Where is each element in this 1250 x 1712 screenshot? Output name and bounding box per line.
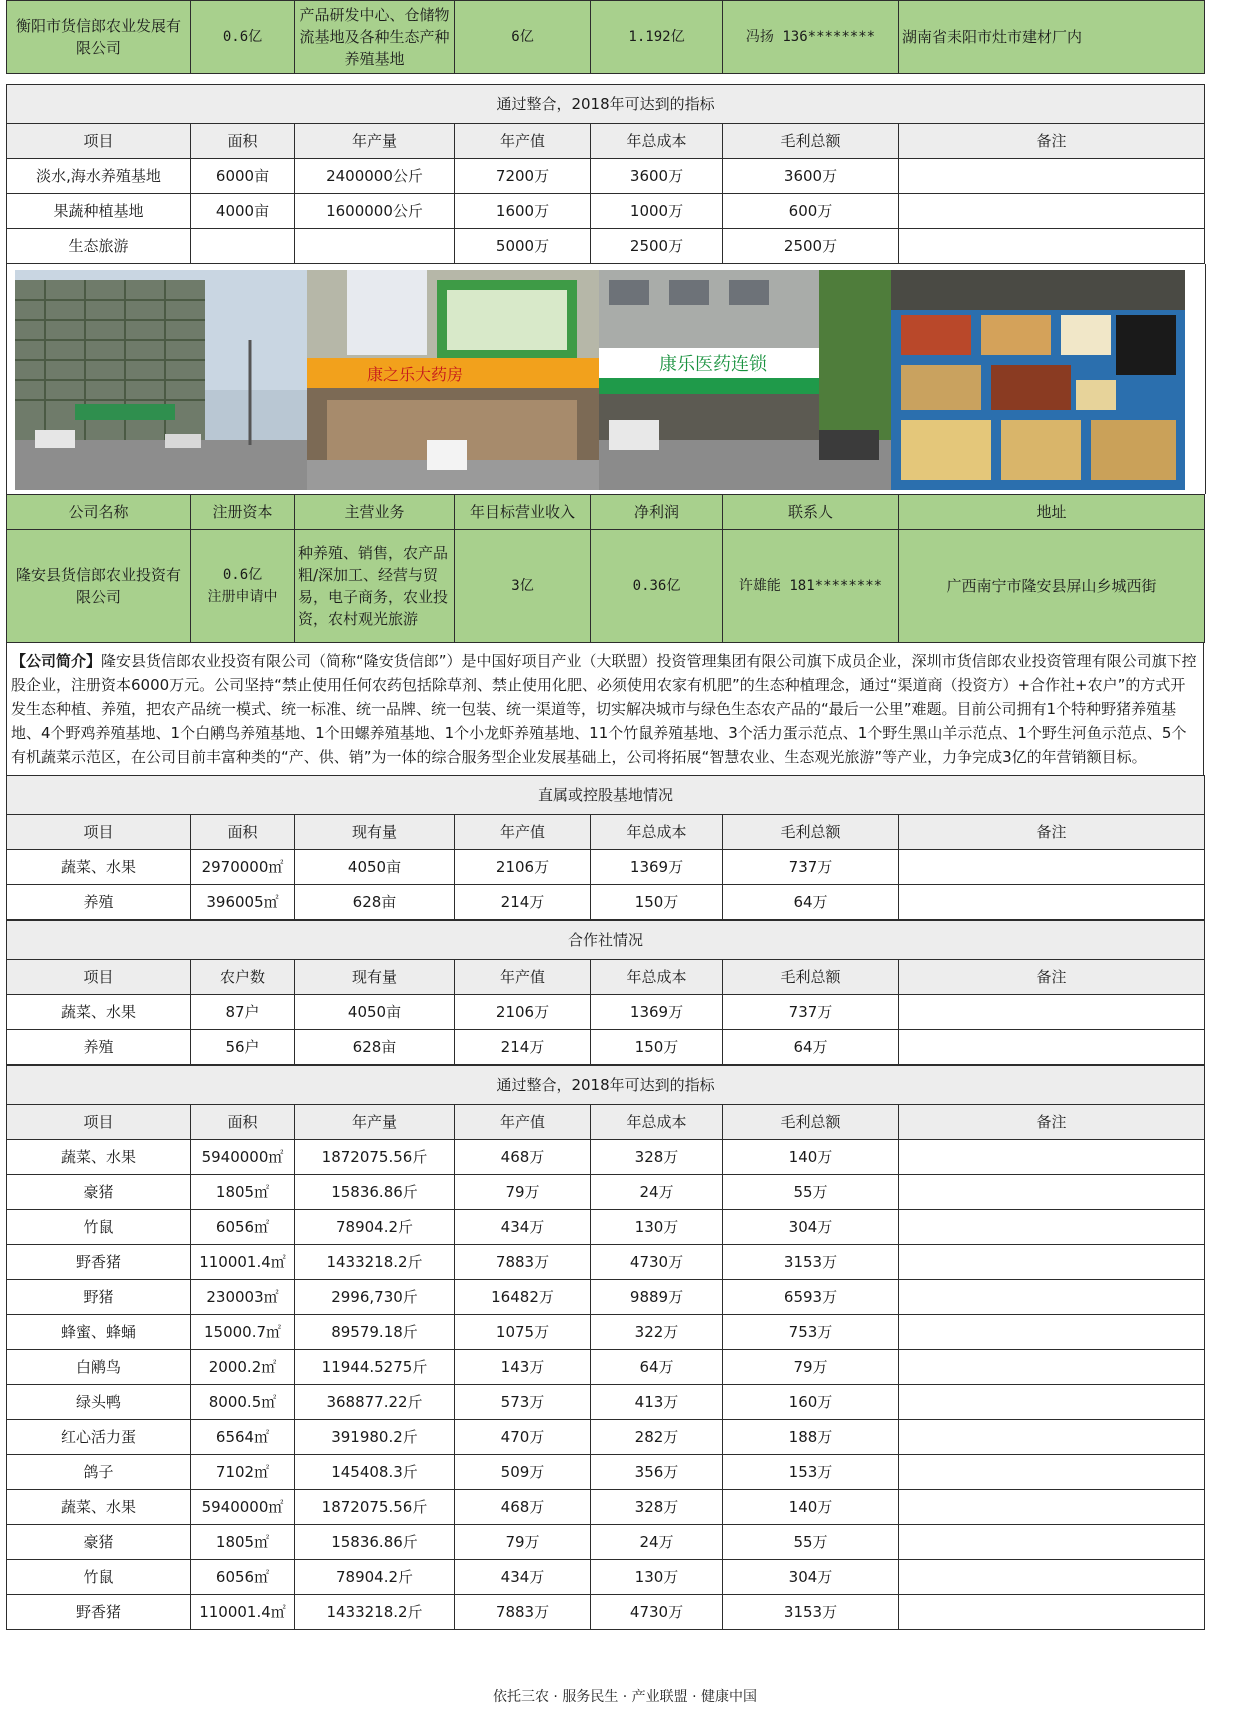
table-cell: 1872075.56斤 [295, 1140, 455, 1175]
table-cell [899, 1140, 1205, 1175]
table-row [7, 1245, 1205, 1280]
table-row [7, 1315, 1205, 1350]
column-header: 年产值 [455, 124, 591, 159]
company2-row [7, 530, 1205, 643]
column-header: 面积 [191, 815, 295, 850]
table-cell: 24万 [591, 1525, 723, 1560]
table-cell: 1433218.2斤 [295, 1595, 455, 1630]
table-cell: 130万 [591, 1210, 723, 1245]
table-cell [899, 1525, 1205, 1560]
table-body [7, 850, 1205, 920]
table-row [7, 1280, 1205, 1315]
column-header: 备注 [899, 124, 1205, 159]
table-cell: 282万 [591, 1420, 723, 1455]
pharmacy-sign-2: 康乐医药连锁 [659, 354, 767, 375]
table-cell: 6564㎡ [191, 1420, 295, 1455]
table-cell: 11944.5275斤 [295, 1350, 455, 1385]
column-header: 年总成本 [591, 124, 723, 159]
table-title: 通过整合，2018年可达到的指标 [7, 1066, 1205, 1105]
table-cell [899, 1210, 1205, 1245]
table-cell [899, 1350, 1205, 1385]
table-row [7, 1385, 1205, 1420]
column-header: 公司名称 [7, 495, 191, 530]
table-cell: 16482万 [455, 1280, 591, 1315]
table-title: 直属或控股基地情况 [7, 776, 1205, 815]
table-cell: 3600万 [591, 159, 723, 194]
address-cell: 湖南省耒阳市灶市建材厂内 [899, 1, 1205, 74]
table-cell: 753万 [723, 1315, 899, 1350]
dried-goods-photo-image [891, 270, 1185, 490]
table-cell: 600万 [723, 194, 899, 229]
table-cell: 竹鼠 [7, 1560, 191, 1595]
table-cell: 356万 [591, 1455, 723, 1490]
table-cell: 391980.2斤 [295, 1420, 455, 1455]
pharmacy-photo-2-image [599, 270, 891, 490]
column-header: 现有量 [295, 815, 455, 850]
table-cell: 1805㎡ [191, 1525, 295, 1560]
capital-cell [191, 530, 295, 643]
table-cell: 8000.5㎡ [191, 1385, 295, 1420]
document-page [6, 0, 1244, 1630]
targets-table-1 [6, 84, 1205, 264]
intro-text: 隆安县货信郎农业投资有限公司（简称“隆安货信郎”）是中国好项目产业（大联盟）投资管理集团有限公司旗下成员企业，深圳市货信郎农业投资管理有限公司旗下控股企业，注册资本6000万元。公司坚持“禁止使用任何农药包括除草剂、禁止使用化肥、必须使用农家有机肥”的生态种植理念，通过“渠道商（投资方）+合作社+农户”的方式开发生态种植、养殖，把农产品统一模式、统一标准、统一品牌、统一包装、统一渠道等，切实解决城市与绿色生态农产品的“最后一公里”难题。目前公司拥有1个特种野猪养殖基地、4个野鸡养殖基地、1个白鹇鸟养殖基地、1个田螺养殖基地、1个小龙虾养殖基地、11个竹鼠养殖基地、3个活力蛋示范点、1个野生黑山羊示范点、1个野生河鱼示范点、5个有机蔬菜示范区，在公司目前丰富种类的“产、供、销”为一体的综合服务型企业发展基础上，公司将拓展“智慧农业、生态观光旅游”等产业，力争完成3亿的年营销额目标。 [11, 652, 1197, 766]
table-cell: 1805㎡ [191, 1175, 295, 1210]
column-header: 年产值 [455, 960, 591, 995]
table-cell [899, 1420, 1205, 1455]
intro-label: 【公司简介】 [11, 652, 102, 670]
table-cell: 2106万 [455, 995, 591, 1030]
table-body [7, 995, 1205, 1065]
pharmacy-photo-1-image [307, 270, 599, 490]
table-cell: 2106万 [455, 850, 591, 885]
table-cell: 6000亩 [191, 159, 295, 194]
revenue-cell: 6亿 [455, 1, 591, 74]
table-cell: 140万 [723, 1140, 899, 1175]
page-footer: 依托三农 · 服务民生 · 产业联盟 · 健康中国 [492, 1689, 758, 1705]
revenue-cell: 3亿 [455, 530, 591, 643]
table-cell: 188万 [723, 1420, 899, 1455]
table-cell: 3153万 [723, 1595, 899, 1630]
table-title: 合作社情况 [7, 921, 1205, 960]
table-cell: 蔬菜、水果 [7, 1490, 191, 1525]
table-row [7, 995, 1205, 1030]
column-header: 毛利总额 [723, 124, 899, 159]
table-cell: 蔬菜、水果 [7, 850, 191, 885]
table-cell: 328万 [591, 1490, 723, 1525]
table-cell: 737万 [723, 995, 899, 1030]
table-cell: 56户 [191, 1030, 295, 1065]
table-cell: 413万 [591, 1385, 723, 1420]
building-photo-image [15, 270, 307, 490]
table-cell: 328万 [591, 1140, 723, 1175]
table-cell: 468万 [455, 1140, 591, 1175]
column-header: 年总成本 [591, 815, 723, 850]
table-cell: 110001.4㎡ [191, 1595, 295, 1630]
column-header: 备注 [899, 960, 1205, 995]
column-header: 毛利总额 [723, 1105, 899, 1140]
table-cell [899, 194, 1205, 229]
table-cell: 蔬菜、水果 [7, 995, 191, 1030]
table-cell: 生态旅游 [7, 229, 191, 264]
column-header: 年总成本 [591, 960, 723, 995]
table-cell: 64万 [723, 885, 899, 920]
table-cell: 1369万 [591, 995, 723, 1030]
table-cell: 230003㎡ [191, 1280, 295, 1315]
table-cell: 蔬菜、水果 [7, 1140, 191, 1175]
profit-cell: 0.36亿 [591, 530, 723, 643]
table-cell: 15836.86斤 [295, 1525, 455, 1560]
table-cell: 78904.2斤 [295, 1560, 455, 1595]
table-cell: 养殖 [7, 885, 191, 920]
table-cell: 4050亩 [295, 995, 455, 1030]
table-cell [899, 1315, 1205, 1350]
table-cell: 3153万 [723, 1245, 899, 1280]
table-row [7, 1140, 1205, 1175]
table-cell: 214万 [455, 1030, 591, 1065]
table-cell [899, 1560, 1205, 1595]
column-header: 年产量 [295, 124, 455, 159]
table-row [7, 1030, 1205, 1065]
column-header: 地址 [899, 495, 1205, 530]
table-cell: 15836.86斤 [295, 1175, 455, 1210]
table-cell: 5940000㎡ [191, 1490, 295, 1525]
table-header-row [7, 1105, 1205, 1140]
column-header: 备注 [899, 815, 1205, 850]
table-row [7, 1560, 1205, 1595]
table-cell: 1600000公斤 [295, 194, 455, 229]
column-header: 项目 [7, 815, 191, 850]
spacer [6, 74, 1244, 84]
capital-note: 注册申请中 [207, 589, 278, 605]
table-cell [899, 1245, 1205, 1280]
table-cell: 果蔬种植基地 [7, 194, 191, 229]
company-intro [6, 643, 1204, 775]
table-cell: 130万 [591, 1560, 723, 1595]
table-cell [899, 1490, 1205, 1525]
table-cell: 573万 [455, 1385, 591, 1420]
table-cell: 628亩 [295, 885, 455, 920]
table-cell: 143万 [455, 1350, 591, 1385]
table-cell: 7200万 [455, 159, 591, 194]
column-header: 项目 [7, 960, 191, 995]
table-cell: 78904.2斤 [295, 1210, 455, 1245]
capital-cell: 0.6亿 [191, 1, 295, 74]
company2-header-row [7, 495, 1205, 530]
table-cell [295, 229, 455, 264]
table-row [7, 1525, 1205, 1560]
table-cell: 24万 [591, 1175, 723, 1210]
table-cell: 1872075.56斤 [295, 1490, 455, 1525]
table-cell: 绿头鸭 [7, 1385, 191, 1420]
table-cell: 6056㎡ [191, 1210, 295, 1245]
table-row [7, 1210, 1205, 1245]
table-row [7, 850, 1205, 885]
column-header: 注册资本 [191, 495, 295, 530]
table-cell: 6593万 [723, 1280, 899, 1315]
contact-cell: 冯扬 136******** [723, 1, 899, 74]
table-cell: 628亩 [295, 1030, 455, 1065]
table-cell [899, 885, 1205, 920]
table-header-row [7, 960, 1205, 995]
address-cell: 广西南宁市隆安县屏山乡城西街 [899, 530, 1205, 643]
table-cell: 7883万 [455, 1245, 591, 1280]
table-cell: 7883万 [455, 1595, 591, 1630]
pharmacy-sign-1: 康之乐大药房 [367, 365, 464, 384]
table-cell: 红心活力蛋 [7, 1420, 191, 1455]
table-cell: 304万 [723, 1210, 899, 1245]
table-cell: 鸽子 [7, 1455, 191, 1490]
business-cell: 产品研发中心、仓储物流基地及各种生态产种养殖基地 [295, 1, 455, 74]
table-cell: 9889万 [591, 1280, 723, 1315]
table-row [7, 1595, 1205, 1630]
column-header: 联系人 [723, 495, 899, 530]
company-name-cell: 衡阳市货信郎农业发展有限公司 [7, 1, 191, 74]
column-header: 项目 [7, 1105, 191, 1140]
table-cell: 434万 [455, 1210, 591, 1245]
table-body [7, 1140, 1205, 1630]
table-cell: 434万 [455, 1560, 591, 1595]
table-cell: 322万 [591, 1315, 723, 1350]
table-row [7, 159, 1205, 194]
table-cell: 1000万 [591, 194, 723, 229]
table-cell [899, 850, 1205, 885]
cooperative-table [6, 920, 1205, 1065]
table-cell: 304万 [723, 1560, 899, 1595]
business-cell: 种养殖、销售，农产品粗/深加工、经营与贸易，电子商务，农业投资，农村观光旅游 [295, 530, 455, 643]
table-cell: 豪猪 [7, 1525, 191, 1560]
table-cell: 2996,730斤 [295, 1280, 455, 1315]
capital-value: 0.6亿 [222, 567, 263, 583]
table-cell: 64万 [591, 1350, 723, 1385]
table-cell: 蜂蜜、蜂蛹 [7, 1315, 191, 1350]
table-cell: 2000.2㎡ [191, 1350, 295, 1385]
table-row [7, 885, 1205, 920]
table-cell: 野猪 [7, 1280, 191, 1315]
column-header: 年总成本 [591, 1105, 723, 1140]
table-cell [899, 1030, 1205, 1065]
table-cell: 150万 [591, 885, 723, 920]
table-cell: 153万 [723, 1455, 899, 1490]
table-title: 通过整合，2018年可达到的指标 [7, 85, 1205, 124]
table-header-row [7, 124, 1205, 159]
table-cell: 214万 [455, 885, 591, 920]
column-header: 年产值 [455, 1105, 591, 1140]
table-cell: 竹鼠 [7, 1210, 191, 1245]
table-cell: 4730万 [591, 1595, 723, 1630]
table-cell: 509万 [455, 1455, 591, 1490]
table-cell [899, 229, 1205, 264]
column-header: 主营业务 [295, 495, 455, 530]
table-cell: 豪猪 [7, 1175, 191, 1210]
table-cell: 7102㎡ [191, 1455, 295, 1490]
column-header: 年产值 [455, 815, 591, 850]
owned-bases-table [6, 775, 1205, 920]
profit-cell: 1.192亿 [591, 1, 723, 74]
table-cell [899, 995, 1205, 1030]
table-cell: 79万 [723, 1350, 899, 1385]
table-cell: 396005㎡ [191, 885, 295, 920]
table-cell [899, 1280, 1205, 1315]
table-row [7, 229, 1205, 264]
table-cell: 368877.22斤 [295, 1385, 455, 1420]
table-cell: 110001.4㎡ [191, 1245, 295, 1280]
table-cell: 140万 [723, 1490, 899, 1525]
table-cell: 2400000公斤 [295, 159, 455, 194]
table-cell [191, 229, 295, 264]
table-row [7, 1175, 1205, 1210]
table-cell [899, 159, 1205, 194]
table-cell: 4730万 [591, 1245, 723, 1280]
table-cell: 1600万 [455, 194, 591, 229]
table-cell: 89579.18斤 [295, 1315, 455, 1350]
table-cell: 79万 [455, 1525, 591, 1560]
table-cell: 4050亩 [295, 850, 455, 885]
table-cell [899, 1595, 1205, 1630]
table-cell: 150万 [591, 1030, 723, 1065]
top-company-row [7, 1, 1205, 74]
table-cell: 468万 [455, 1490, 591, 1525]
table-cell: 5940000㎡ [191, 1140, 295, 1175]
table-cell: 55万 [723, 1175, 899, 1210]
column-header: 农户数 [191, 960, 295, 995]
column-header: 备注 [899, 1105, 1205, 1140]
table-cell: 64万 [723, 1030, 899, 1065]
table-cell: 87户 [191, 995, 295, 1030]
table-cell: 6056㎡ [191, 1560, 295, 1595]
table-header-row [7, 815, 1205, 850]
targets-table-2 [6, 1065, 1205, 1630]
table-cell: 15000.7㎡ [191, 1315, 295, 1350]
table-cell: 2970000㎡ [191, 850, 295, 885]
table-cell: 3600万 [723, 159, 899, 194]
column-header: 年产量 [295, 1105, 455, 1140]
table-cell: 养殖 [7, 1030, 191, 1065]
building-photo [15, 270, 307, 490]
table-cell: 2500万 [591, 229, 723, 264]
table-cell: 55万 [723, 1525, 899, 1560]
table-cell: 5000万 [455, 229, 591, 264]
table-body [7, 159, 1205, 264]
table-cell: 淡水,海水养殖基地 [7, 159, 191, 194]
column-header: 净利润 [591, 495, 723, 530]
table-cell: 野香猪 [7, 1245, 191, 1280]
photo-strip [6, 264, 1206, 494]
table-row [7, 194, 1205, 229]
column-header: 现有量 [295, 960, 455, 995]
table-cell: 737万 [723, 850, 899, 885]
pharmacy-photo-1 [307, 270, 599, 490]
column-header: 毛利总额 [723, 815, 899, 850]
table-row [7, 1420, 1205, 1455]
column-header: 毛利总额 [723, 960, 899, 995]
table-cell [899, 1385, 1205, 1420]
column-header: 面积 [191, 124, 295, 159]
table-cell [899, 1455, 1205, 1490]
table-cell: 145408.3斤 [295, 1455, 455, 1490]
contact-cell: 许雄能 181******** [723, 530, 899, 643]
table-cell: 1075万 [455, 1315, 591, 1350]
table-row [7, 1455, 1205, 1490]
table-cell: 79万 [455, 1175, 591, 1210]
company2-table [6, 494, 1205, 643]
table-cell [899, 1175, 1205, 1210]
column-header: 面积 [191, 1105, 295, 1140]
table-cell: 白鹇鸟 [7, 1350, 191, 1385]
table-cell: 470万 [455, 1420, 591, 1455]
table-cell: 1369万 [591, 850, 723, 885]
pharmacy-photo-2 [599, 270, 891, 490]
dried-goods-photo [891, 270, 1185, 490]
table-cell: 野香猪 [7, 1595, 191, 1630]
table-cell: 160万 [723, 1385, 899, 1420]
company-name-cell: 隆安县货信郎农业投资有限公司 [7, 530, 191, 643]
column-header: 项目 [7, 124, 191, 159]
top-company-table [6, 0, 1205, 74]
table-row [7, 1490, 1205, 1525]
table-cell: 1433218.2斤 [295, 1245, 455, 1280]
column-header: 年目标营业收入 [455, 495, 591, 530]
table-row [7, 1350, 1205, 1385]
table-cell: 4000亩 [191, 194, 295, 229]
table-cell: 2500万 [723, 229, 899, 264]
